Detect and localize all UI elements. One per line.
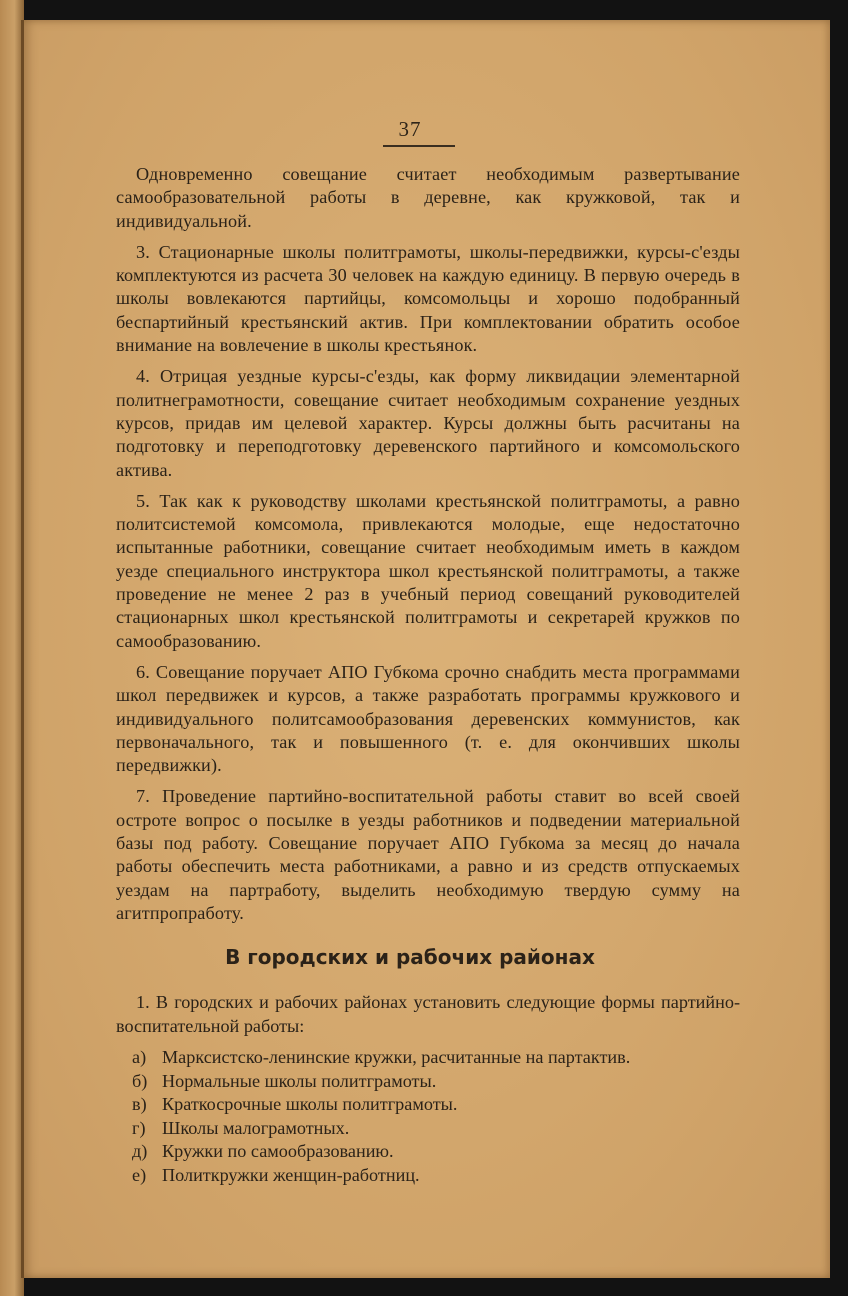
list-item-text: Марксистско-ленинские кружки, расчитанные на партактив.: [162, 1047, 631, 1067]
list-item: [116, 1093, 740, 1117]
list-item: [116, 1164, 740, 1188]
paragraph-7: 7. Проведение партийно-воспитательной работы ставит во всей своей остроте вопрос о посылке в уезды работников и подведении материальной базы под работу. Совещание поручает АПО Губкома за месяц до начала работы обеспечить места работниками, а равно и из средств отпускаемых уездам на партработу, выделить необходимую твердую сумму на агитпропработу.: [116, 786, 740, 923]
list-marker: е): [132, 1164, 147, 1185]
body-text: [116, 163, 740, 933]
list-item: [116, 1117, 740, 1141]
list-item: [116, 1070, 740, 1094]
list-marker: в): [132, 1094, 147, 1114]
list-item-text: Политкружки женщин-работниц.: [162, 1164, 420, 1185]
forms-list: [116, 1046, 740, 1187]
paragraph-3: 3. Стационарные школы политграмоты, школы-передвижки, курсы-с'езды комплектуются из расчета 30 человек на каждую единицу. В первую очередь в школы вовлекаются партийцы, комсомольцы и хорошо подобранный беспартийный крестьянский актив. При комплектовании обратить особое внимание на вовлечение в школы крестьянок.: [116, 241, 740, 356]
list-item-text: Краткосрочные школы политграмоты.: [162, 1094, 458, 1114]
list-item-text: Нормальные школы политграмоты.: [162, 1070, 437, 1091]
paragraph-5: 5. Так как к руководству школами крестьянской политграмоты, а равно политсистемой комсомола, привлекаются молодые, еще недостаточно испытанные работники, совещание считает необходимым иметь в каждом уезде специального инструктора школ крестьянской политграмоты, а также проведение не менее 2 раз в учебный период совещаний руководителей стационарных школ крестьянской политграмоты и секретарей кружков по самообразованию.: [116, 490, 740, 651]
page-number-rule: [383, 145, 455, 147]
list-marker: д): [132, 1141, 148, 1161]
section-intro: 1. В городских и рабочих районах установить следующие формы партийно-воспитательной работы:: [116, 992, 740, 1036]
list-item-text: Кружки по самообразованию.: [162, 1141, 394, 1161]
list-item-text: Школы малограмотных.: [162, 1117, 350, 1138]
paragraph-4: 4. Отрицая уездные курсы-с'езды, как форму ликвидации элементарной политнеграмотности, совещание считает необходимым сохранение уездных курсов, придав им целевой характер. Курсы должны быть расчитаны на подготовку и переподготовку деревенского партийного и комсомольского актива.: [116, 366, 740, 480]
page-edge: [21, 20, 24, 1278]
list-marker: б): [132, 1070, 148, 1091]
section-body: [116, 991, 740, 1187]
list-item: [116, 1140, 740, 1164]
page-number: 37: [398, 117, 422, 141]
paragraph-6: 6. Совещание поручает АПО Губкома срочно снабдить места программами школ передвижек и курсов, а также разработать программы кружкового и индивидуального политсамообразования деревенских коммунистов, как первоначального, так и повышенного (т. е. для окончивших школы передвижки).: [116, 661, 740, 776]
list-item: [116, 1046, 740, 1070]
section-heading: В городских и рабочих районах: [225, 945, 595, 969]
paragraph-self-education: Одновременно совещание считает необходимым развертывание самообразовательной работы в деревне, как кружковой, так и индивидуальной.: [116, 164, 740, 231]
list-marker: г): [132, 1117, 146, 1138]
list-marker: а): [132, 1047, 147, 1067]
